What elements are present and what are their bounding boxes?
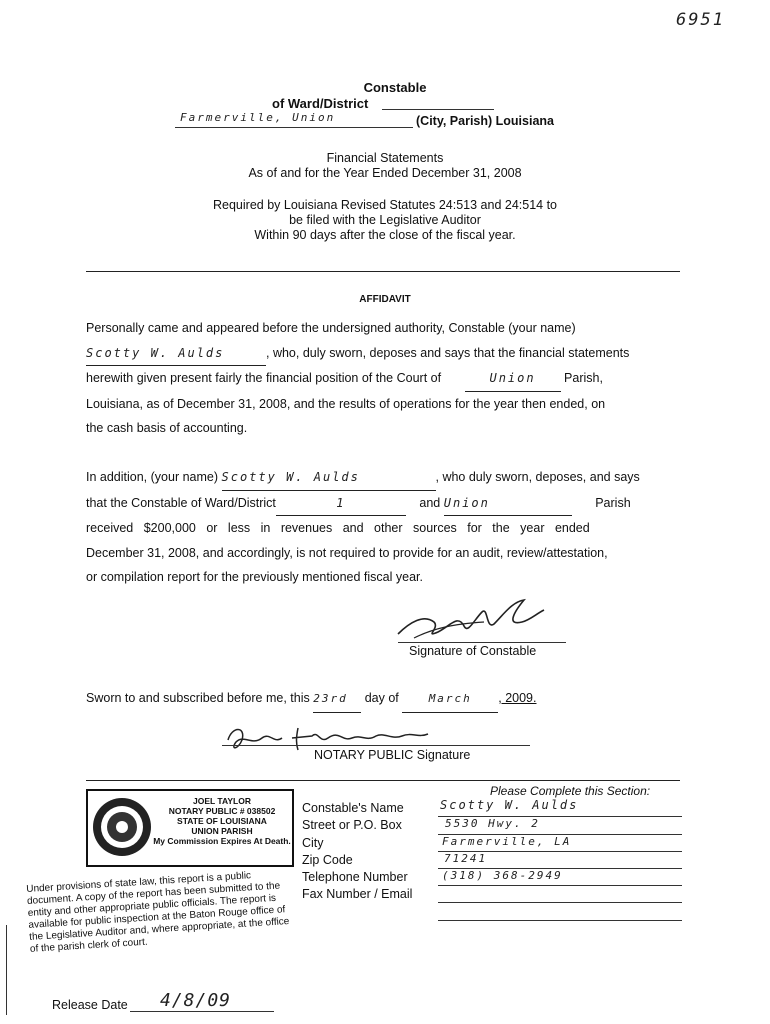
affidavit-paragraph-1: Personally came and appeared before the undersigned authority, Constable (your name) Scotty W. Aulds , who, duly sworn, deposes and says that the financial statements herewith given present fairly the financial position of the Court of Union Parish, Louisiana, as of December 31, 2008, and the results of operations for the year then ended, on the cash basis of accounting. [86,321,630,435]
release-date: 4/8/09 [160,990,232,1011]
line-extra [438,920,682,921]
line-telephone [438,885,682,886]
affidavit-heading: AFFIDAVIT [359,294,411,305]
seal-line-1: NOTARY PUBLIC # 038502 [168,806,276,816]
value-constable-name: Scotty W. Aulds [440,798,579,812]
header-title: Constable [363,80,427,95]
form-heading: Please Complete this Section: [490,784,651,798]
seal-line-4: My Commission Expires At Death. [153,836,291,846]
seal-line-3: UNION PARISH [191,826,253,836]
ward-label: of Ward/District [272,96,369,111]
margin-mark [6,925,7,1015]
constable-signature [394,592,554,648]
divider [86,271,680,272]
notary-label: NOTARY PUBLIC Signature [314,748,471,762]
city-parish-line [175,127,413,128]
release-line [130,1011,274,1012]
constable-signature-line [398,642,566,643]
value-telephone: (318) 368-2949 [442,869,563,882]
label-constable-name: Constable's Name [302,801,404,815]
label-city: City [302,836,324,850]
notary-stamp [86,789,294,867]
release-label: Release Date [52,998,128,1012]
line-fax-email [438,902,682,903]
notary-signature-line [222,745,530,746]
statement-block: Financial Statements As of and for the Year Ended December 31, 2008 [248,151,522,180]
signature-label: Signature of Constable [409,644,537,658]
label-zip: Zip Code [302,853,353,867]
requirement-block: Required by Louisiana Revised Statutes 24:513 and 24:514 to be filed with the Legislative Auditor Within 90 days after the close of the fiscal year. [213,198,557,242]
seal-line-2: STATE OF LOUISIANA [177,816,267,826]
affidavit-paragraph-2: In addition, (your name) Scotty W. Aulds , who duly sworn, deposes, and says that the Constable of Ward/District 1 and Union Parish received $200,000 or less in revenues and other sources for the year ended December 31, 2008, and accordingly, is not required to provide for an audit, review/attestation, or compilation report for the previously mentioned fiscal year. [86,465,680,590]
seal-icon [91,796,153,858]
page-number: 6951 [676,10,725,30]
city-parish-suffix: (City, Parish) Louisiana [416,114,554,128]
seal-name: JOEL TAYLOR [193,796,251,806]
value-street: 5530 Hwy. 2 [445,817,540,830]
label-telephone: Telephone Number [302,870,408,884]
city-parish-value: Farmerville, Union [180,111,336,124]
public-notice: Under provisions of state law, this report is a public document. A copy of the report has been submitted to the entity and other appropriate public officials. The report is available for public inspection at the Baton Rouge office of the Legislative Auditor and, where appropriate, at the office of the parish clerk of court. [26,870,290,955]
value-zip: 71241 [444,852,488,865]
ward-line [382,109,494,110]
label-street: Street or P.O. Box [302,818,402,832]
label-fax-email: Fax Number / Email [302,887,413,901]
sworn-line: Sworn to and subscribed before me, this 23rd day of March , 2009. [86,686,680,713]
value-city: Farmerville, LA [442,835,572,848]
divider-2 [86,780,680,781]
